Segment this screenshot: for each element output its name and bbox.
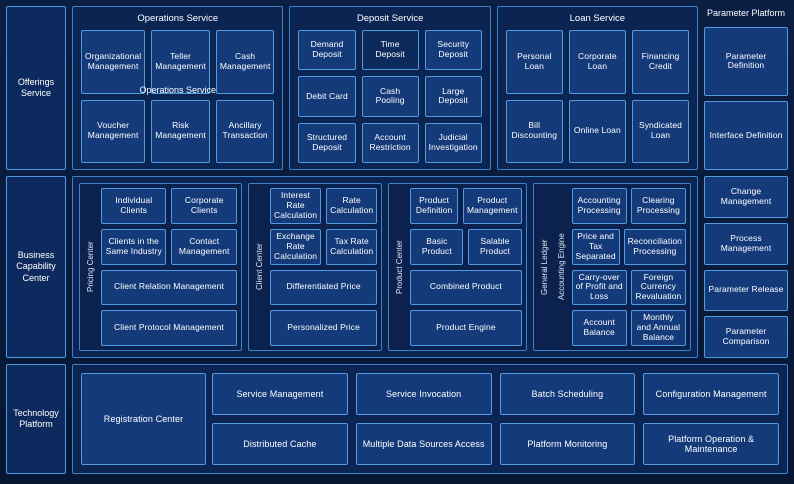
service-item[interactable]: Financing Credit bbox=[632, 30, 689, 94]
parameter-item-change-management[interactable]: Change Management bbox=[704, 176, 788, 218]
capability-item[interactable]: Foreign Currency Revaluation bbox=[631, 270, 686, 306]
capability-group-client-center bbox=[248, 183, 382, 351]
parameter-platform-heading: Parameter Platform bbox=[706, 8, 786, 18]
capability-item[interactable]: Personalized Price bbox=[270, 310, 377, 346]
service-loan bbox=[497, 6, 698, 170]
accounting-engine-label: Accounting Engine bbox=[556, 233, 566, 301]
service-title: Deposit Service bbox=[356, 13, 424, 24]
group-label: Product Center bbox=[395, 240, 405, 294]
group-body bbox=[101, 188, 237, 346]
service-item[interactable]: Cash Management bbox=[216, 30, 275, 94]
service-item[interactable]: Teller Management bbox=[151, 30, 210, 94]
service-deposit bbox=[289, 6, 490, 170]
capability-item[interactable]: Product Definition bbox=[410, 188, 458, 224]
group-row bbox=[101, 270, 237, 306]
capability-item[interactable]: Rate Calculation bbox=[326, 188, 377, 224]
service-item[interactable]: Syndicated Loan bbox=[632, 100, 689, 164]
service-item[interactable]: Online Loan bbox=[569, 100, 626, 164]
service-item[interactable]: Bill Discounting bbox=[506, 100, 563, 164]
service-item[interactable]: Account Restriction bbox=[362, 123, 419, 163]
group-row bbox=[270, 188, 377, 224]
capability-item[interactable]: Reconciliation Processing bbox=[624, 229, 686, 265]
capability-group-product-center bbox=[388, 183, 526, 351]
service-item[interactable]: Time Deposit bbox=[362, 30, 419, 70]
technology-item[interactable]: Service Management bbox=[212, 373, 348, 415]
row-label-offerings: Offerings Service bbox=[6, 6, 66, 170]
capability-item[interactable]: Interest Rate Calculation bbox=[270, 188, 321, 224]
row-label-technology: Technology Platform bbox=[6, 364, 66, 474]
technology-item[interactable]: Platform Operation & Maintenance bbox=[643, 423, 779, 465]
service-title: Operations Service bbox=[137, 13, 219, 24]
row-label-business: Business Capability Center bbox=[6, 176, 66, 358]
capability-item[interactable]: Clearing Processing bbox=[631, 188, 686, 224]
capability-item[interactable]: Basic Product bbox=[410, 229, 463, 265]
capability-group-pricing-center bbox=[79, 183, 242, 351]
service-item[interactable]: Debit Card bbox=[298, 76, 355, 116]
group-body bbox=[270, 188, 377, 346]
capability-item[interactable]: Accounting Processing bbox=[572, 188, 627, 224]
group-row bbox=[572, 270, 686, 306]
group-row bbox=[572, 188, 686, 224]
group-row bbox=[270, 310, 377, 346]
group-row bbox=[270, 270, 377, 306]
registration-center[interactable]: Registration Center bbox=[81, 373, 206, 465]
group-row bbox=[572, 310, 686, 346]
group-row bbox=[101, 310, 237, 346]
capability-item[interactable]: Corporate Clients bbox=[171, 188, 236, 224]
technology-item[interactable]: Batch Scheduling bbox=[500, 373, 636, 415]
technology-item[interactable]: Configuration Management bbox=[643, 373, 779, 415]
capability-item[interactable]: Contact Management bbox=[171, 229, 236, 265]
capability-item[interactable]: Product Engine bbox=[410, 310, 521, 346]
capability-item[interactable]: Product Management bbox=[463, 188, 522, 224]
offerings-services bbox=[72, 6, 698, 170]
service-item[interactable]: Judicial Investigation bbox=[425, 123, 482, 163]
service-items bbox=[81, 30, 274, 163]
group-body bbox=[410, 188, 521, 346]
capability-item[interactable]: Price and Tax Separated bbox=[572, 229, 620, 265]
service-items bbox=[298, 30, 481, 163]
capability-group-accounting bbox=[533, 183, 691, 351]
group-row bbox=[572, 229, 686, 265]
capability-item[interactable]: Carry-over of Profit and Loss bbox=[572, 270, 627, 306]
service-item[interactable]: Risk Management bbox=[151, 100, 210, 164]
parameter-item-definition[interactable]: Parameter Definition bbox=[704, 27, 788, 96]
technology-grid bbox=[212, 373, 779, 465]
service-subtitle: Operations Service bbox=[139, 85, 216, 95]
group-row bbox=[101, 188, 237, 224]
service-item[interactable]: Ancillary Transaction bbox=[216, 100, 275, 164]
service-items bbox=[506, 30, 689, 163]
parameter-platform-middle bbox=[704, 176, 788, 358]
technology-item[interactable]: Distributed Cache bbox=[212, 423, 348, 465]
service-item[interactable]: Security Deposit bbox=[425, 30, 482, 70]
group-row bbox=[410, 229, 521, 265]
business-capability-band bbox=[6, 176, 788, 358]
parameter-item-process-management[interactable]: Process Management bbox=[704, 223, 788, 265]
service-item[interactable]: Voucher Management bbox=[81, 100, 145, 164]
service-title: Loan Service bbox=[569, 13, 626, 24]
capability-item[interactable]: Client Relation Management bbox=[101, 270, 237, 306]
group-row bbox=[270, 229, 377, 265]
group-row bbox=[410, 188, 521, 224]
technology-band bbox=[6, 364, 788, 474]
capability-item[interactable]: Differentiated Price bbox=[270, 270, 377, 306]
service-operations bbox=[72, 6, 283, 170]
capability-item[interactable]: Account Balance bbox=[572, 310, 627, 346]
service-item[interactable]: Large Deposit bbox=[425, 76, 482, 116]
capability-groups bbox=[72, 176, 698, 358]
capability-item[interactable]: Salable Product bbox=[468, 229, 521, 265]
parameter-platform-top bbox=[704, 6, 788, 170]
capability-item[interactable]: Monthly and Annual Balance bbox=[631, 310, 686, 346]
service-item[interactable]: Demand Deposit bbox=[298, 30, 355, 70]
capability-item[interactable]: Clients in the Same Industry bbox=[101, 229, 166, 265]
group-label: Client Center bbox=[254, 243, 264, 291]
service-item[interactable]: Organizational Management bbox=[81, 30, 145, 94]
capability-item[interactable]: Combined Product bbox=[410, 270, 521, 306]
capability-item[interactable]: Client Protocol Management bbox=[101, 310, 237, 346]
capability-item[interactable]: Exchange Rate Calculation bbox=[270, 229, 321, 265]
capability-item[interactable]: Tax Rate Calculation bbox=[326, 229, 377, 265]
service-item[interactable]: Personal Loan bbox=[506, 30, 563, 94]
accounting-engine-body bbox=[572, 188, 686, 346]
group-row bbox=[101, 229, 237, 265]
general-ledger-label: General Ledger bbox=[539, 239, 549, 295]
capability-item[interactable]: Individual Clients bbox=[101, 188, 166, 224]
parameter-item-comparison[interactable]: Parameter Comparison bbox=[704, 316, 788, 358]
parameter-item-release[interactable]: Parameter Release bbox=[704, 270, 788, 312]
registration-center-wrap bbox=[81, 373, 206, 465]
group-row bbox=[410, 270, 521, 306]
service-item[interactable]: Cash Pooling bbox=[362, 76, 419, 116]
technology-item[interactable]: Service Invocation bbox=[356, 373, 492, 415]
service-item[interactable]: Structured Deposit bbox=[298, 123, 355, 163]
offerings-band bbox=[6, 6, 788, 170]
technology-item[interactable]: Platform Monitoring bbox=[500, 423, 636, 465]
group-row bbox=[410, 310, 521, 346]
technology-items bbox=[72, 364, 788, 474]
service-item[interactable]: Corporate Loan bbox=[569, 30, 626, 94]
parameter-item-interface[interactable]: Interface Definition bbox=[704, 101, 788, 170]
group-label: Pricing Center bbox=[86, 241, 95, 293]
technology-item[interactable]: Multiple Data Sources Access bbox=[356, 423, 492, 465]
